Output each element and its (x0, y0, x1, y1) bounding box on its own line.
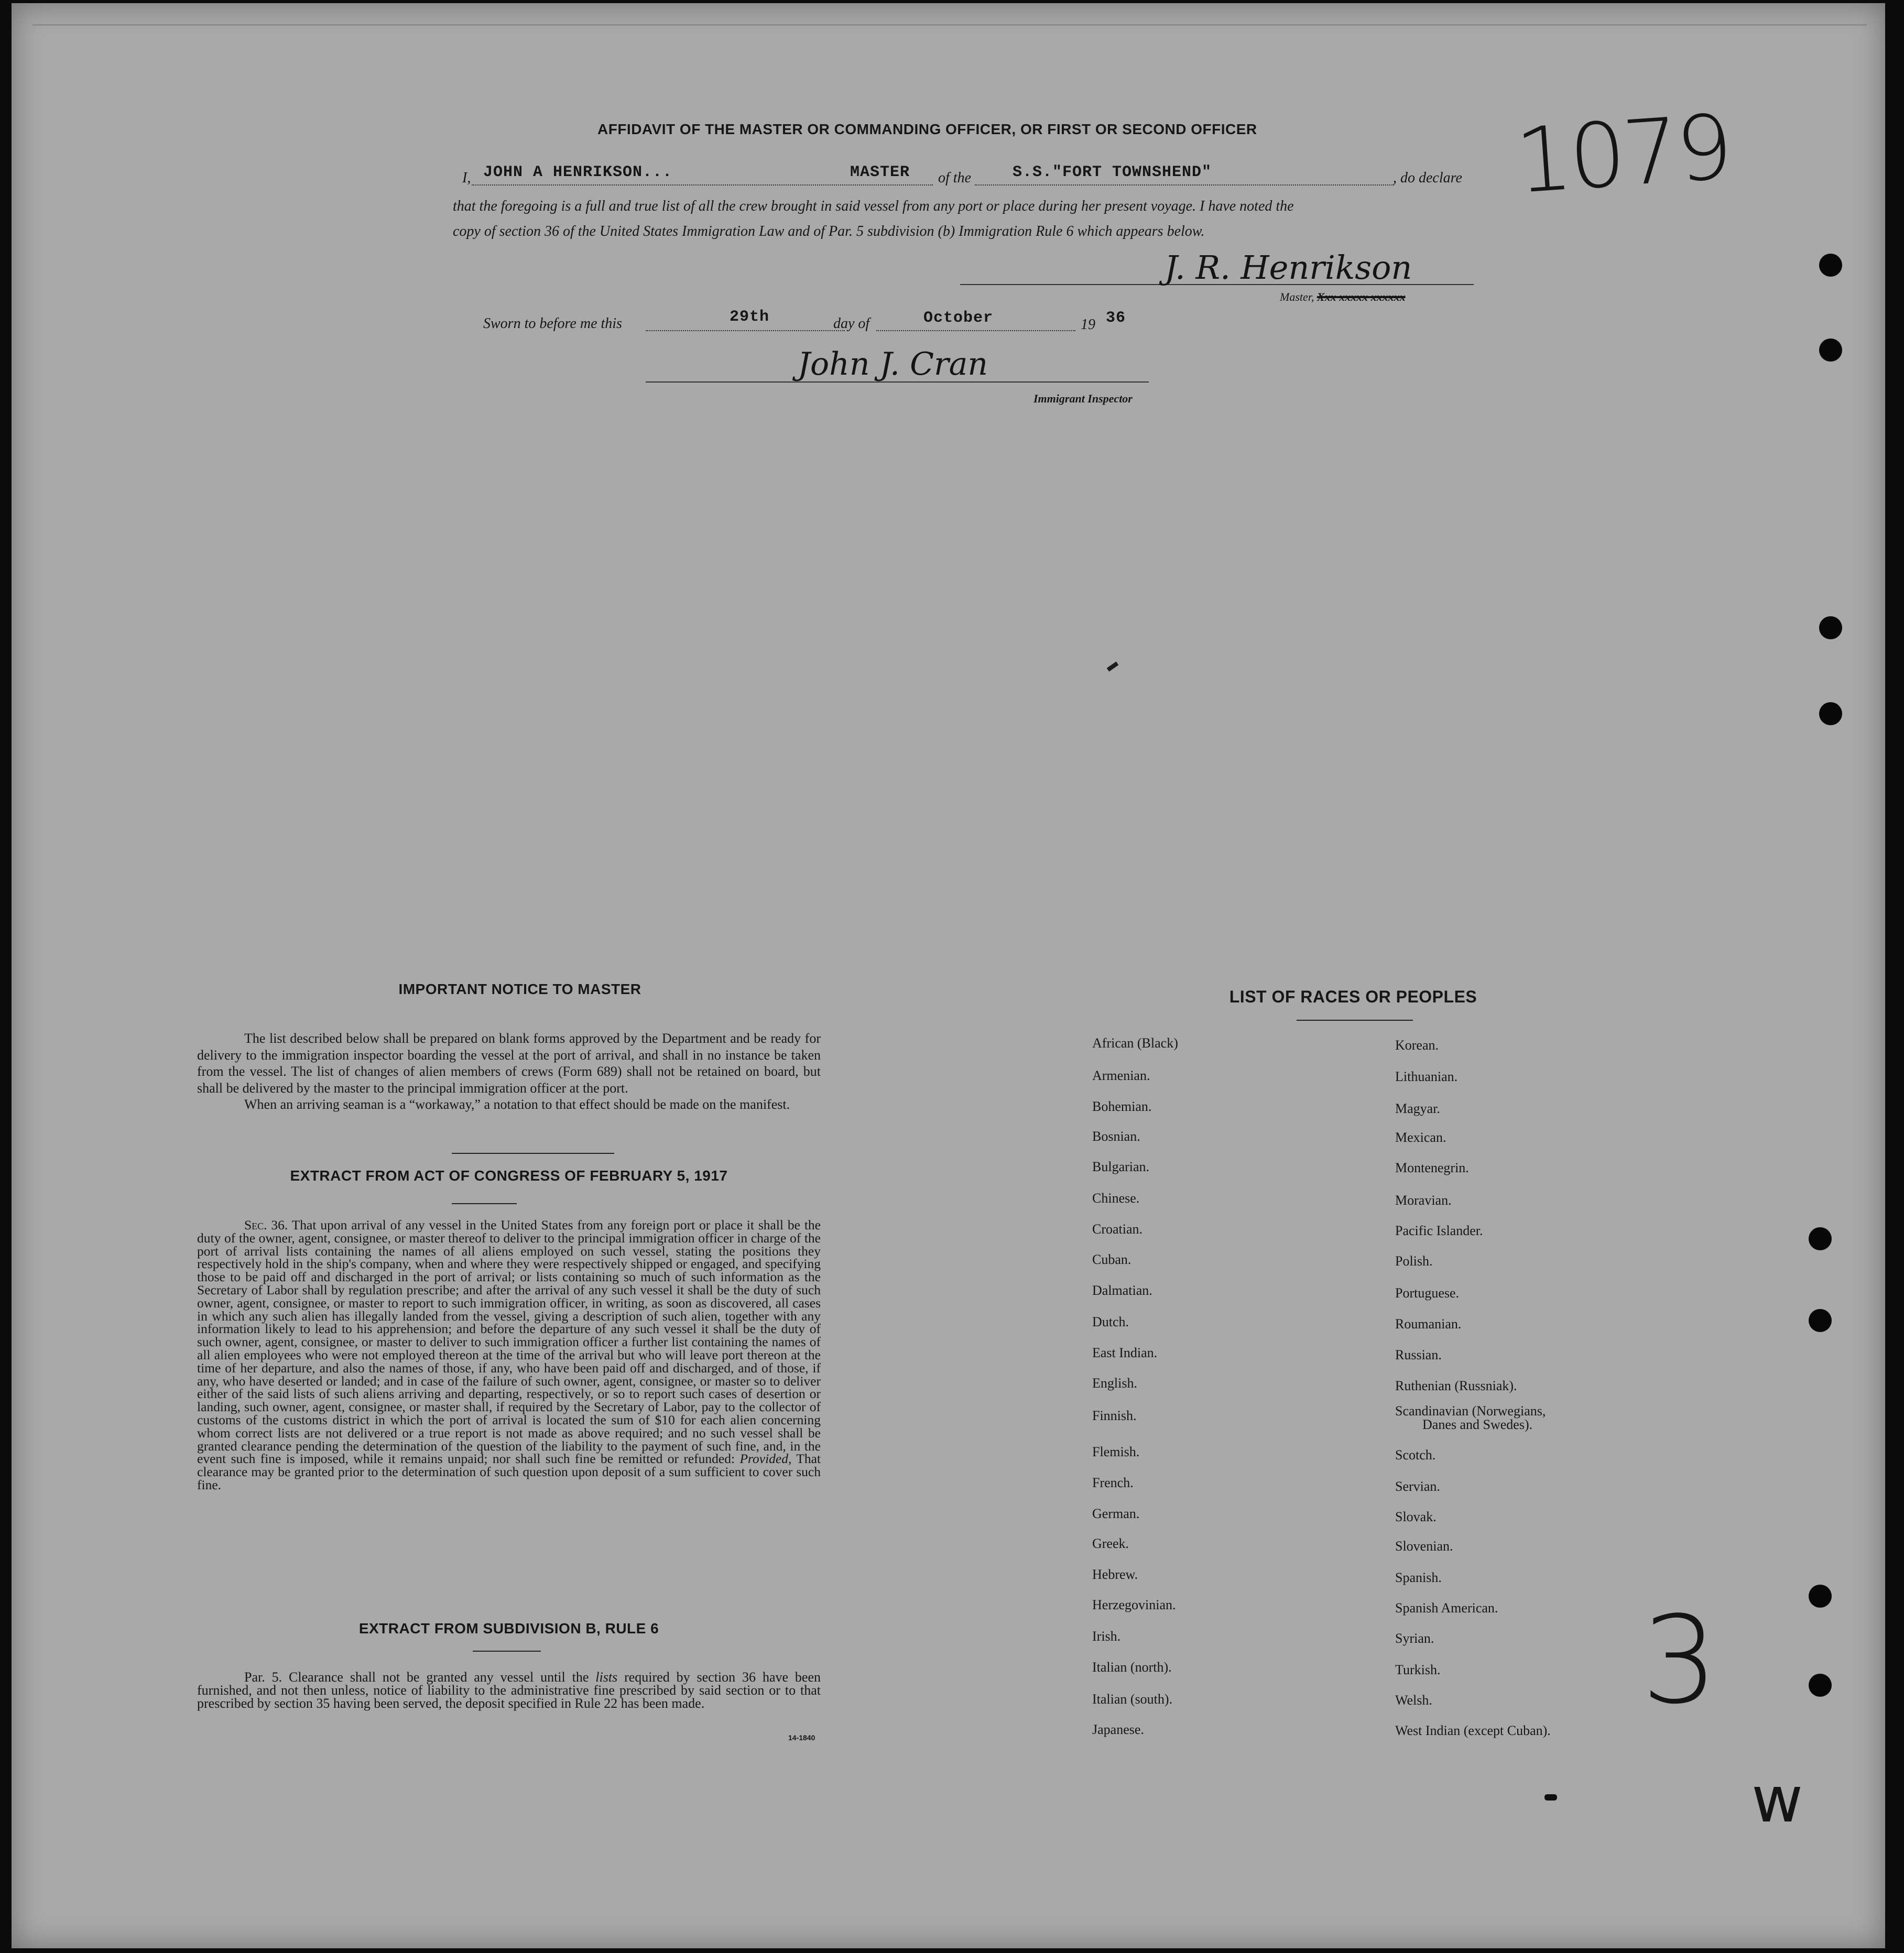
race-list-item: Slovenian. (1395, 1539, 1453, 1554)
extract-rule-text: Par. 5. Clearance shall not be granted any vessel until the (244, 1670, 589, 1685)
provided-word: Provided, (739, 1451, 792, 1467)
section-rule (452, 1203, 517, 1204)
race-list-item: Magyar. (1395, 1101, 1440, 1116)
race-list-item: Bulgarian. (1092, 1159, 1150, 1174)
race-list-item: Italian (north). (1092, 1660, 1172, 1675)
year-prefix: 19 (1081, 317, 1095, 333)
binder-hole (1809, 1227, 1832, 1250)
master-signature: J. R. Henrikson (1165, 248, 1412, 287)
race-list-item: Syrian. (1395, 1631, 1434, 1646)
binder-hole (1819, 339, 1842, 362)
binder-hole (1819, 254, 1842, 277)
race-list-item: English. (1092, 1376, 1137, 1391)
master-caption-struck: Xxx xxxxx xxxxxx (1317, 290, 1406, 303)
race-list-item: Finnish. (1092, 1408, 1137, 1423)
of-the-label: of the (938, 170, 971, 186)
day-of-label: day of (833, 315, 870, 332)
race-list-item: Korean. (1395, 1038, 1439, 1053)
notice-paragraph-2: When an arriving seaman is a “workaway,” a notation to that effect should be made on the manifest. (244, 1097, 790, 1112)
ink-speck (1107, 661, 1119, 671)
extract-rule-heading: EXTRACT FROM SUBDIVISION B, RULE 6 (358, 1620, 659, 1636)
extract-act-heading: EXTRACT FROM ACT OF CONGRESS OF FEBRUARY 5, 1917 (290, 1168, 728, 1184)
master-rank: MASTER (850, 163, 910, 181)
race-list-item: Turkish. (1395, 1662, 1441, 1677)
do-declare-label: , do declare (1393, 170, 1462, 186)
extract-act-body (197, 1219, 821, 1492)
vessel-name: S.S."FORT TOWNSHEND" (1013, 163, 1212, 181)
extract-act-text: That upon arrival of any vessel in the United States from any foreign port or place it shall be the duty of the owner, agent, consignee, or master thereof to deliver to the principal immigration officer in charge of the port of arrival lists containing the names of all aliens employed on such vessel, stating the positions they respectively hold in the ship's company, when and where they were respectively shipped or engaged, and specifying those to be paid off and discharged in the port of arrival; or lists containing so much of such information as the Secretary of Labor shall by regulation prescribe; and after the arrival of any such vessel it shall be the duty of such owner, agent, consignee, or master to report to such immigration officer, in writing, as soon as discovered, all cases in which any such alien has illegally landed from the vessel, giving a description of such alien, together with any information likely to lead to his apprehension; and before the departure of any such vessel it shall be the duty of such owner, agent, consignee, or master to deliver to such immigration officer a further list containing the names of all alien employees who were not employed thereon at the time of the arrival but who will leave port thereon at the time of her departure, and also the names of those, if any, who have been paid off and discharged, and of those, if any, who have deserted or landed; and in case of the failure of such owner, agent, consignee, or master so to deliver either of the said lists of such aliens arriving and departing, respectively, or so to report such cases of desertion or landing, such owner, agent, consignee, or master shall, if required by the Secretary of Labor, pay to the collector of customs of the customs district in which the port of arrival is located the sum of $10 for each alien concerning whom correct lists are not delivered or a true report is not made as above required; and no such vessel shall be granted clearance pending the determination of the question of the liability to the payment of such fine, and, in the event such fine is imposed, while it remains unpaid; nor shall such fine be remitted or refunded: (197, 1217, 821, 1467)
race-list-item: Slovak. (1395, 1509, 1437, 1524)
notice-heading: IMPORTANT NOTICE TO MASTER (398, 981, 641, 997)
affidavit-line-3: copy of section 36 of the United States Immigration Law and of Par. 5 subdivision (b) Immigration Rule 6 which appears below. (453, 223, 1205, 239)
handwritten-corner-mark: w (1751, 1764, 1803, 1837)
race-list-item: Greek. (1092, 1536, 1129, 1551)
master-name: JOHN A HENRIKSON... (483, 163, 673, 181)
affidavit-i-label: I, (462, 170, 471, 186)
sworn-label: Sworn to before me this (483, 315, 622, 332)
sworn-month: October (923, 309, 994, 327)
master-caption (1280, 290, 1406, 304)
race-list-item: East Indian. (1092, 1345, 1158, 1360)
race-list-item: Italian (south). (1092, 1692, 1173, 1707)
race-list-item: Mexican. (1395, 1130, 1446, 1145)
binder-hole (1809, 1585, 1832, 1608)
sworn-month-line (876, 330, 1075, 331)
extract-act-text-end: That clearance may be granted prior to the determination of such question upon deposit of a sum sufficient to cover such fine. (197, 1451, 821, 1492)
master-name-line (472, 184, 933, 186)
ink-speck (1544, 1794, 1557, 1801)
races-heading-rule (1297, 1020, 1413, 1021)
race-list-item: Herzegovinian. (1092, 1597, 1176, 1612)
race-list-item: African (Black) (1092, 1035, 1178, 1051)
race-list-item: Hebrew. (1092, 1567, 1138, 1582)
race-list-item: Pacific Islander. (1395, 1223, 1483, 1238)
race-list-item: Ruthenian (Russniak). (1395, 1378, 1517, 1393)
inspector-signature: John J. Cran (798, 346, 988, 383)
race-list-item: Armenian. (1092, 1068, 1150, 1083)
sworn-day: 29th (730, 308, 770, 326)
race-list-item: Welsh. (1395, 1693, 1432, 1708)
race-list-item: Bosnian. (1092, 1129, 1140, 1144)
race-list-item: Spanish. (1395, 1570, 1442, 1585)
section-rule (452, 1153, 614, 1154)
race-list-item: Dutch. (1092, 1314, 1129, 1329)
race-list-item: Spanish American. (1395, 1600, 1498, 1616)
race-list-item: Scandinavian (Norwegians, (1395, 1403, 1546, 1419)
race-list-item: Montenegrin. (1395, 1160, 1469, 1175)
document-sheet (12, 3, 1885, 1948)
affidavit-heading: AFFIDAVIT OF THE MASTER OR COMMANDING OFFICER, OR FIRST OR SECOND OFFICER (597, 121, 1257, 137)
binder-hole (1819, 616, 1842, 639)
extract-rule-body (197, 1671, 821, 1710)
race-list-item: Lithuanian. (1395, 1069, 1458, 1084)
races-heading: LIST OF RACES OR PEOPLES (1229, 987, 1477, 1006)
handwritten-page-number: 1079 (1512, 95, 1734, 214)
race-list-item: Polish. (1395, 1253, 1433, 1269)
year-suffix: 36 (1106, 309, 1126, 327)
lists-word: lists (595, 1670, 618, 1685)
race-list-item: Croatian. (1092, 1221, 1143, 1237)
top-edge-mark (32, 24, 1867, 57)
race-list-item: Scotch. (1395, 1447, 1436, 1463)
binder-hole (1809, 1309, 1832, 1332)
race-list-item: Bohemian. (1092, 1099, 1152, 1114)
race-list-item: Dalmatian. (1092, 1283, 1152, 1298)
race-list-item: French. (1092, 1475, 1134, 1490)
handwritten-sheet-number: 3 (1641, 1591, 1718, 1731)
race-list-item: Servian. (1395, 1479, 1440, 1494)
race-list-item: Japanese. (1092, 1722, 1144, 1737)
inspector-caption: Immigrant Inspector (1033, 392, 1133, 405)
race-list-item: Danes and Swedes). (1422, 1417, 1533, 1432)
race-list-item: Cuban. (1092, 1252, 1131, 1267)
vessel-line (975, 184, 1394, 186)
section-rule (473, 1651, 541, 1652)
extract-rule-text-end: required by section 36 have been furnished, and not then unless, notice of liability to the administrative fine prescribed by said section or to that prescribed by section 35 having been served, the deposit specified in Rule 22 has been made. (197, 1670, 821, 1711)
race-list-item: Chinese. (1092, 1191, 1140, 1206)
race-list-item: Moravian. (1395, 1193, 1452, 1208)
race-list-item: Portuguese. (1395, 1285, 1460, 1301)
race-list-item: German. (1092, 1506, 1140, 1521)
race-list-item: Roumanian. (1395, 1316, 1462, 1332)
sworn-day-line (646, 330, 845, 331)
binder-hole (1809, 1674, 1832, 1697)
notice-paragraph-1: The list described below shall be prepared on blank forms approved by the Department and be ready for delivery to the immigration inspector boarding the vessel at the port of arrival, and shall in no instance be taken from the vessel. The list of changes of alien members of crews (Form 689) shall not be retained on board, but shall be delivered by the master to the principal immigration officer at the port. (197, 1031, 821, 1096)
form-code: 14-1840 (788, 1733, 815, 1742)
master-caption-label: Master, (1280, 290, 1314, 303)
race-list-item: Irish. (1092, 1629, 1121, 1644)
section-label: Sec. 36. (244, 1217, 288, 1232)
binder-hole (1819, 702, 1842, 725)
affidavit-line-2: that the foregoing is a full and true list of all the crew brought in said vessel from any port or place during her present voyage. I have noted the (453, 198, 1294, 214)
race-list-item: West Indian (except Cuban). (1395, 1723, 1551, 1738)
race-list-item: Flemish. (1092, 1444, 1140, 1459)
race-list-item: Russian. (1395, 1347, 1442, 1362)
